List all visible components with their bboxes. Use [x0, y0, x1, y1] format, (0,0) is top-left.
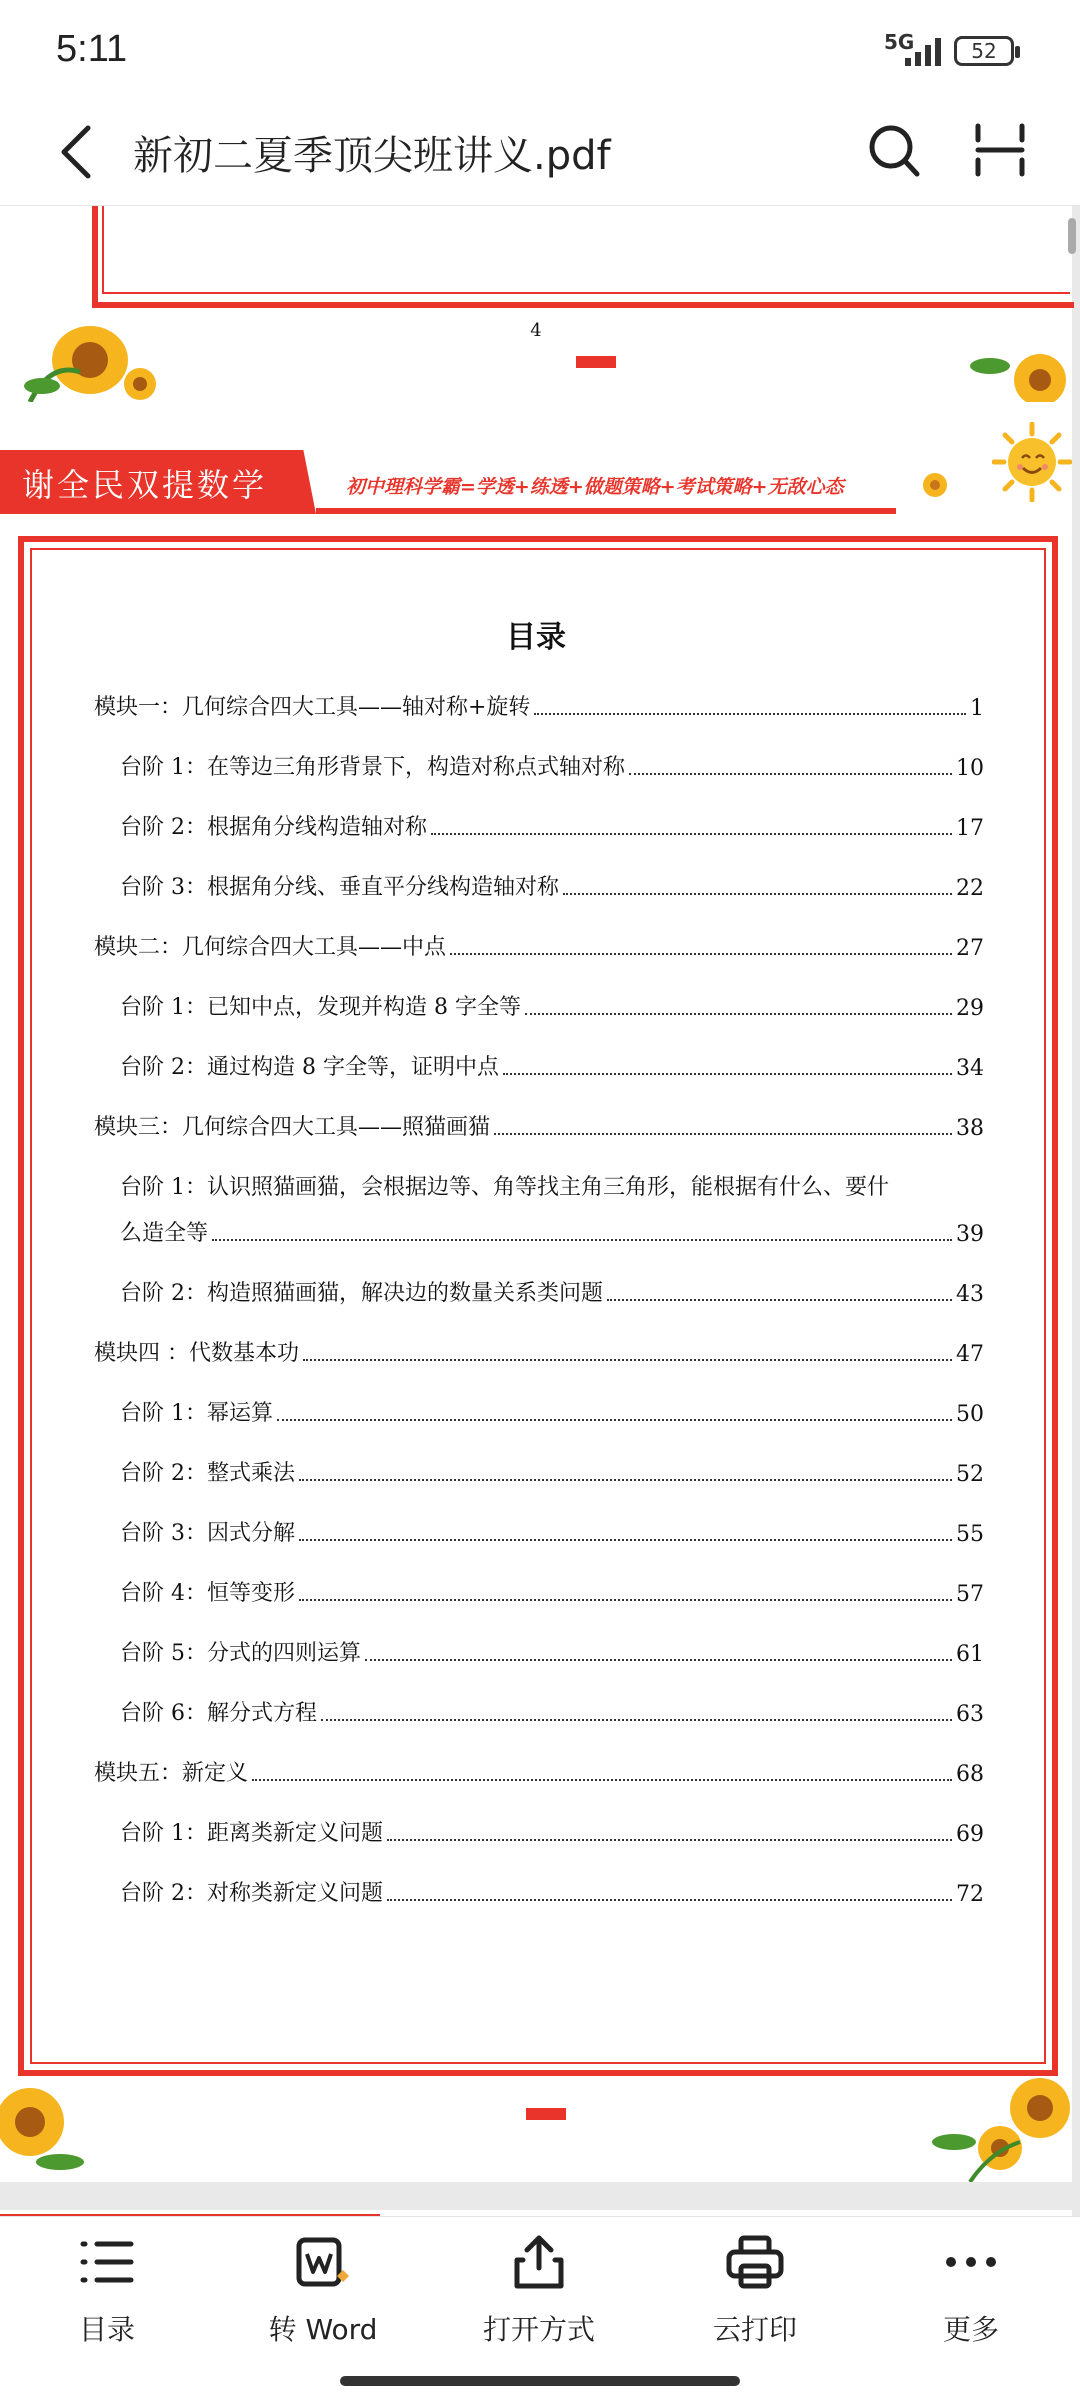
banner-underline	[316, 508, 896, 514]
more-dots-icon	[941, 2234, 1001, 2290]
toc-entry[interactable]: 模块四 ：代数基本功 47	[94, 1341, 984, 1367]
toc-entry[interactable]: 模块一：几何综合四大工具——轴对称+旋转 1	[94, 695, 984, 721]
toc-entry[interactable]: 么造全等 39	[120, 1221, 984, 1247]
page-border-inner	[102, 206, 1070, 294]
sunflower-icon	[20, 302, 160, 402]
expand-menu-icon[interactable]	[972, 120, 1028, 180]
toc-button-label: 目录	[78, 2313, 135, 2346]
cloud-print-label: 云打印	[712, 2313, 797, 2346]
toc-entry[interactable]: 台阶 5：分式的四则运算 61	[120, 1641, 984, 1667]
toc-entry[interactable]: 台阶 3：因式分解 55	[120, 1521, 984, 1547]
small-flower-icon	[920, 470, 950, 500]
battery-indicator: 52	[954, 36, 1014, 66]
signal-icon	[905, 38, 943, 66]
open-with-label: 打开方式	[482, 2313, 595, 2346]
toc-entry[interactable]: 台阶 2：通过构造 8 字全等，证明中点 34	[120, 1055, 984, 1081]
toc-entry[interactable]: 台阶 1：已知中点，发现并构造 8 字全等 29	[120, 995, 984, 1021]
share-icon	[509, 2234, 569, 2290]
toc-entry[interactable]: 台阶 6：解分式方程 63	[120, 1701, 984, 1727]
toc-entry[interactable]: 模块二：几何综合四大工具——中点 27	[94, 935, 984, 961]
status-bar	[0, 0, 1080, 100]
page-number: 4	[530, 320, 542, 341]
pdf-viewer[interactable]	[0, 206, 1080, 2216]
toc-entry[interactable]: 台阶 2：构造照猫画猫，解决边的数量关系类问题 43	[120, 1281, 984, 1307]
search-icon[interactable]	[866, 120, 922, 180]
toc-entry[interactable]: 台阶 4：恒等变形 57	[120, 1581, 984, 1607]
page-marker	[526, 2108, 566, 2120]
sunflower-icon	[960, 336, 1070, 402]
banner-title: 谢全民双提数学	[22, 466, 268, 504]
list-icon	[77, 2234, 137, 2290]
cloud-print-button[interactable]	[680, 2234, 830, 2354]
status-time: 5:11	[56, 28, 128, 70]
home-indicator[interactable]	[340, 2376, 740, 2386]
pdf-page-prev	[0, 206, 1072, 402]
sunflower-icon	[930, 2052, 1072, 2182]
file-title: 新初二夏季顶尖班讲义.pdf	[133, 133, 611, 179]
pdf-page-toc	[0, 402, 1072, 2182]
toc-button[interactable]	[32, 2234, 182, 2354]
network-type: 5G	[884, 30, 915, 54]
smiling-sun-icon	[992, 422, 1072, 502]
banner-slogan: 初中理科学霸=学透+练透+做题策略+考试策略+无敌心态	[346, 476, 844, 498]
toc-entry[interactable]: 模块三：几何综合四大工具——照猫画猫 38	[94, 1115, 984, 1141]
toc-entry[interactable]: 台阶 2：整式乘法 52	[120, 1461, 984, 1487]
toc-title: 目录	[506, 620, 566, 655]
toc-entry[interactable]: 台阶 2：根据角分线构造轴对称 17	[120, 815, 984, 841]
toc-entry[interactable]: 台阶 2：对称类新定义问题 72	[120, 1881, 984, 1907]
scroll-indicator[interactable]	[1068, 218, 1076, 254]
back-arrow-icon[interactable]	[56, 122, 96, 182]
convert-word-icon	[293, 2234, 353, 2290]
toc-entry[interactable]: 台阶 3：根据角分线、垂直平分线构造轴对称 22	[120, 875, 984, 901]
open-with-button[interactable]	[464, 2234, 614, 2354]
convert-word-button[interactable]	[248, 2234, 398, 2354]
toc-entry[interactable]: 台阶 1：在等边三角形背景下，构造对称点式轴对称 10	[120, 755, 984, 781]
toc-entry[interactable]: 模块五：新定义 68	[94, 1761, 984, 1787]
toc-entry-line1[interactable]: 台阶 1：认识照猫画猫，会根据边等、角等找主角三角形，能根据有什么、要什	[120, 1175, 889, 1200]
more-button[interactable]	[896, 2234, 1046, 2354]
page-marker	[576, 356, 616, 368]
toc-entry[interactable]: 台阶 1：距离类新定义问题 69	[120, 1821, 984, 1847]
printer-icon	[725, 2234, 785, 2290]
more-label: 更多	[942, 2313, 999, 2346]
convert-word-label: 转 Word	[268, 2313, 378, 2346]
toc-entry[interactable]: 台阶 1：幂运算 50	[120, 1401, 984, 1427]
sunflower-icon	[0, 2062, 90, 2172]
